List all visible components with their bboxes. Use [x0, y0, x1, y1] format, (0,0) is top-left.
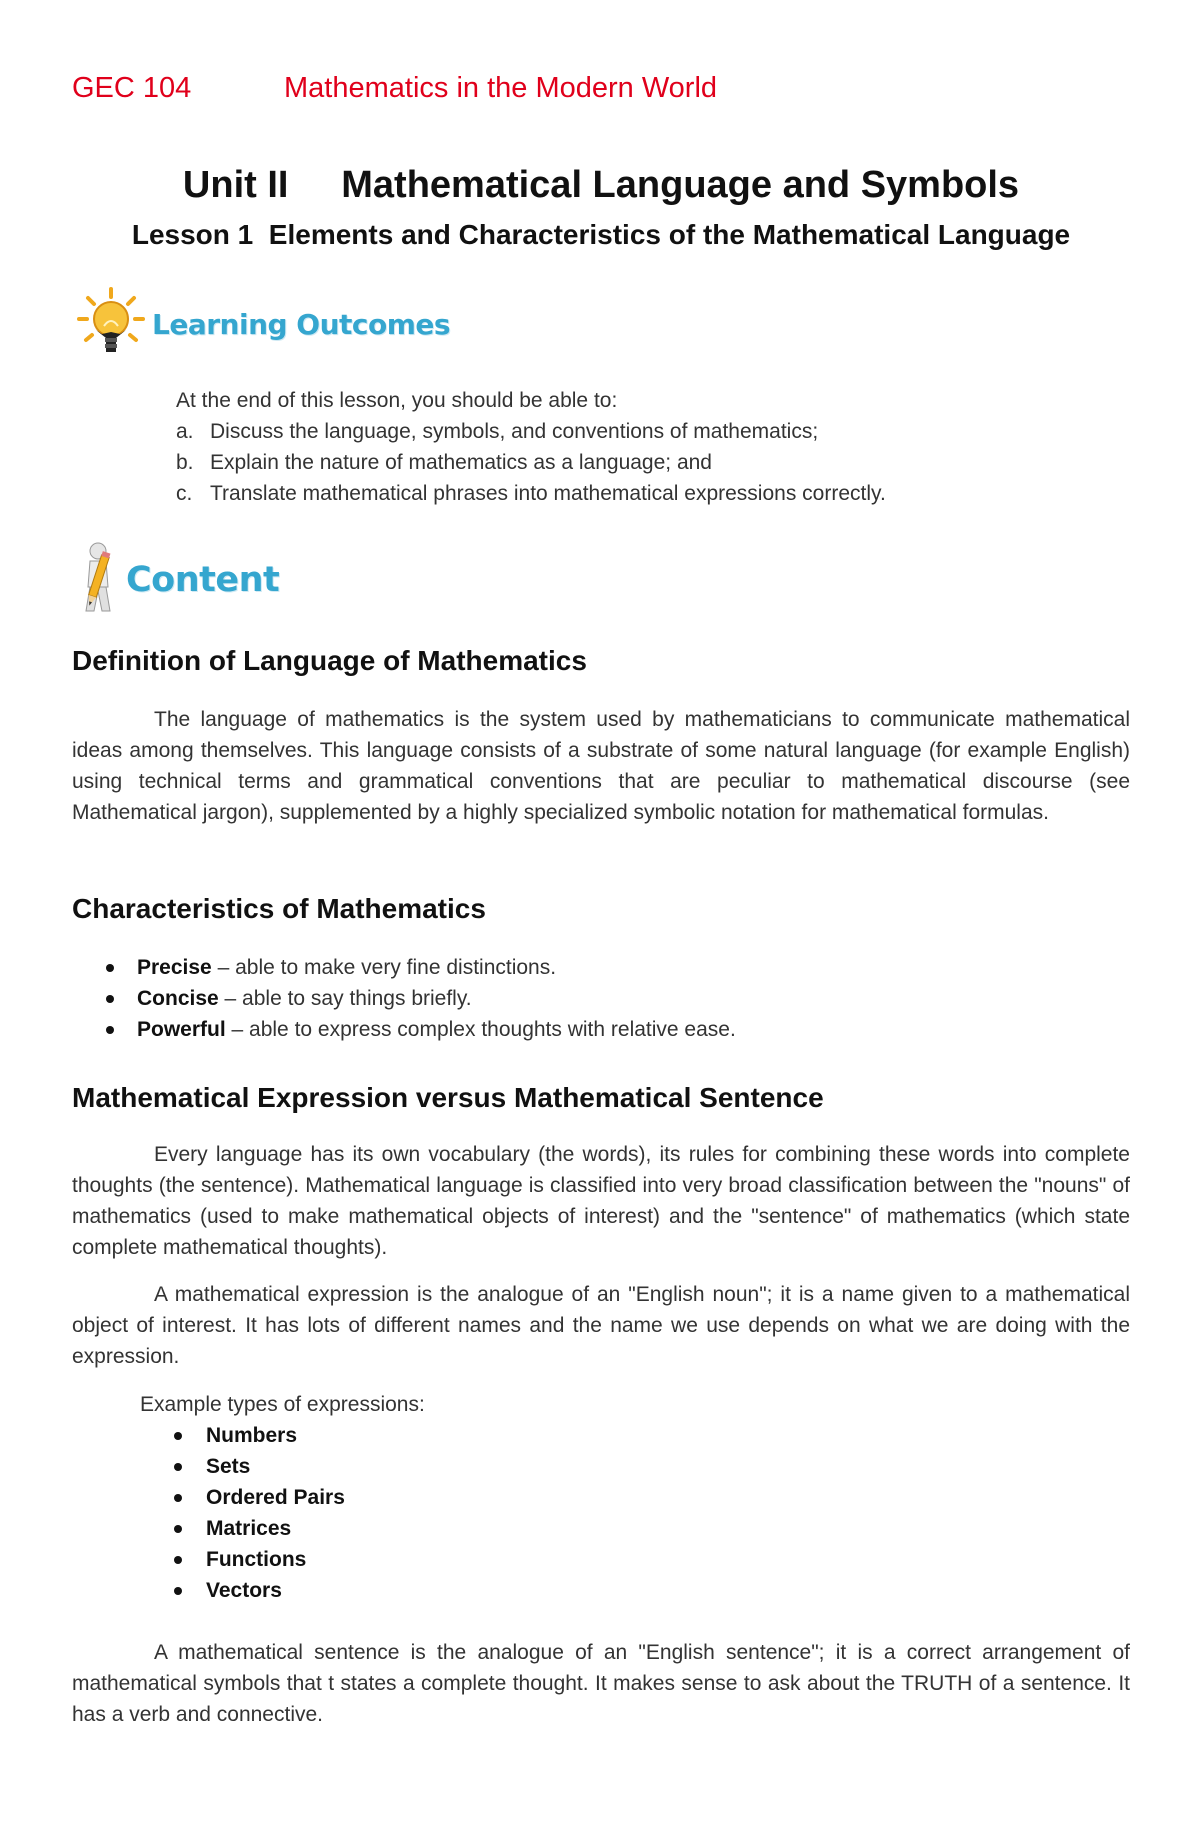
unit-title: Unit II Mathematical Language and Symbols [182, 164, 1020, 206]
list-item [174, 1513, 425, 1544]
expression-sentence-heading: Mathematical Expression versus Mathematical Sentence [72, 1082, 824, 1113]
example-label: Ordered Pairs [206, 1486, 345, 1509]
characteristics-list [72, 952, 736, 1045]
expression-paragraph-2 [72, 1279, 1130, 1372]
paragraph-text: Every language has its own vocabulary (the words), its rules for combining these words into complete thoughts (the sentence). Mathematical language is classified into very broad classification between the "nouns" of mathematics (used to make mathematical objects of interest) and the "sentence" of mathematics (which state complete mathematical thoughts). [72, 1143, 1130, 1259]
list-item-text: Discuss the language, symbols, and conventions of mathematics; [210, 420, 819, 443]
term: Powerful [137, 1018, 226, 1041]
bullet-icon [174, 1556, 182, 1564]
content-label: Content [126, 560, 280, 600]
list-item [174, 1420, 425, 1451]
list-marker: c. [176, 482, 193, 505]
learning-outcomes-banner [76, 288, 450, 360]
expression-paragraph-3 [72, 1637, 1130, 1730]
definition-paragraph [72, 704, 1130, 828]
bullet-icon [174, 1463, 182, 1471]
list-item [174, 1451, 425, 1482]
paragraph-text: A mathematical sentence is the analogue of an "English sentence"; it is a correct arrangement of mathematical symbols that t states a complete thought. It makes sense to ask about the TRUTH of a sentence. It has a verb and connective. [72, 1641, 1130, 1726]
bullet-icon [106, 964, 114, 972]
example-label: Vectors [206, 1579, 282, 1602]
list-item [176, 478, 886, 509]
term-description: – able to say things briefly. [218, 987, 472, 1010]
bullet-icon [174, 1587, 182, 1595]
examples-intro: Example types of expressions: [140, 1393, 425, 1416]
list-marker: a. [176, 420, 194, 443]
paragraph-text: The language of mathematics is the system used by mathematicians to communicate mathematical ideas among themselves. This language consists of a substrate of some natural language (for example English) using technical terms and grammatical conventions that are peculiar to mathematical discourse (see Mathematical jargon), supplemented by a highly specialized symbolic notation for mathematical formulas. [72, 708, 1130, 824]
list-item [72, 1014, 736, 1045]
lightbulb-icon [76, 286, 146, 363]
learning-outcomes-label: Learning Outcomes [152, 307, 451, 341]
term: Precise [137, 956, 212, 979]
outcomes-intro: At the end of this lesson, you should be able to: [176, 389, 618, 412]
characteristics-heading: Characteristics of Mathematics [72, 893, 486, 924]
bullet-icon [106, 995, 114, 1003]
example-label: Functions [206, 1548, 307, 1571]
list-item [72, 983, 736, 1014]
expression-examples [140, 1389, 425, 1606]
paragraph-text: A mathematical expression is the analogue of an "English noun"; it is a name given to a mathematical object of interest. It has lots of different names and the name we use depends on what we are doing with the expression. [72, 1283, 1130, 1368]
learning-outcomes-list [176, 385, 886, 509]
course-header [72, 72, 717, 105]
bullet-icon [174, 1525, 182, 1533]
list-item [176, 447, 886, 478]
course-code: GEC 104 [72, 72, 192, 104]
example-label: Matrices [206, 1517, 292, 1540]
term-description: – able to express complex thoughts with relative ease. [225, 1018, 736, 1041]
expression-paragraph-1 [72, 1139, 1130, 1263]
list-item [174, 1575, 425, 1606]
list-item [174, 1482, 425, 1513]
course-title: Mathematics in the Modern World [284, 72, 718, 104]
pencil-figure-icon [76, 541, 120, 620]
bullet-icon [106, 1026, 114, 1034]
list-item [176, 416, 886, 447]
definition-heading: Definition of Language of Mathematics [72, 645, 587, 676]
list-item-text: Translate mathematical phrases into mathematical expressions correctly. [210, 482, 886, 505]
term: Concise [137, 987, 219, 1010]
bullet-icon [174, 1494, 182, 1502]
content-banner [76, 543, 279, 617]
lesson-title: Lesson 1 Elements and Characteristics of the Mathematical Language [131, 219, 1071, 250]
list-item [174, 1544, 425, 1575]
term-description: – able to make very fine distinctions. [211, 956, 557, 979]
example-label: Sets [206, 1455, 251, 1478]
example-label: Numbers [206, 1424, 298, 1447]
list-item-text: Explain the nature of mathematics as a language; and [210, 451, 712, 474]
list-item [72, 952, 736, 983]
list-marker: b. [176, 451, 194, 474]
bullet-icon [174, 1432, 182, 1440]
